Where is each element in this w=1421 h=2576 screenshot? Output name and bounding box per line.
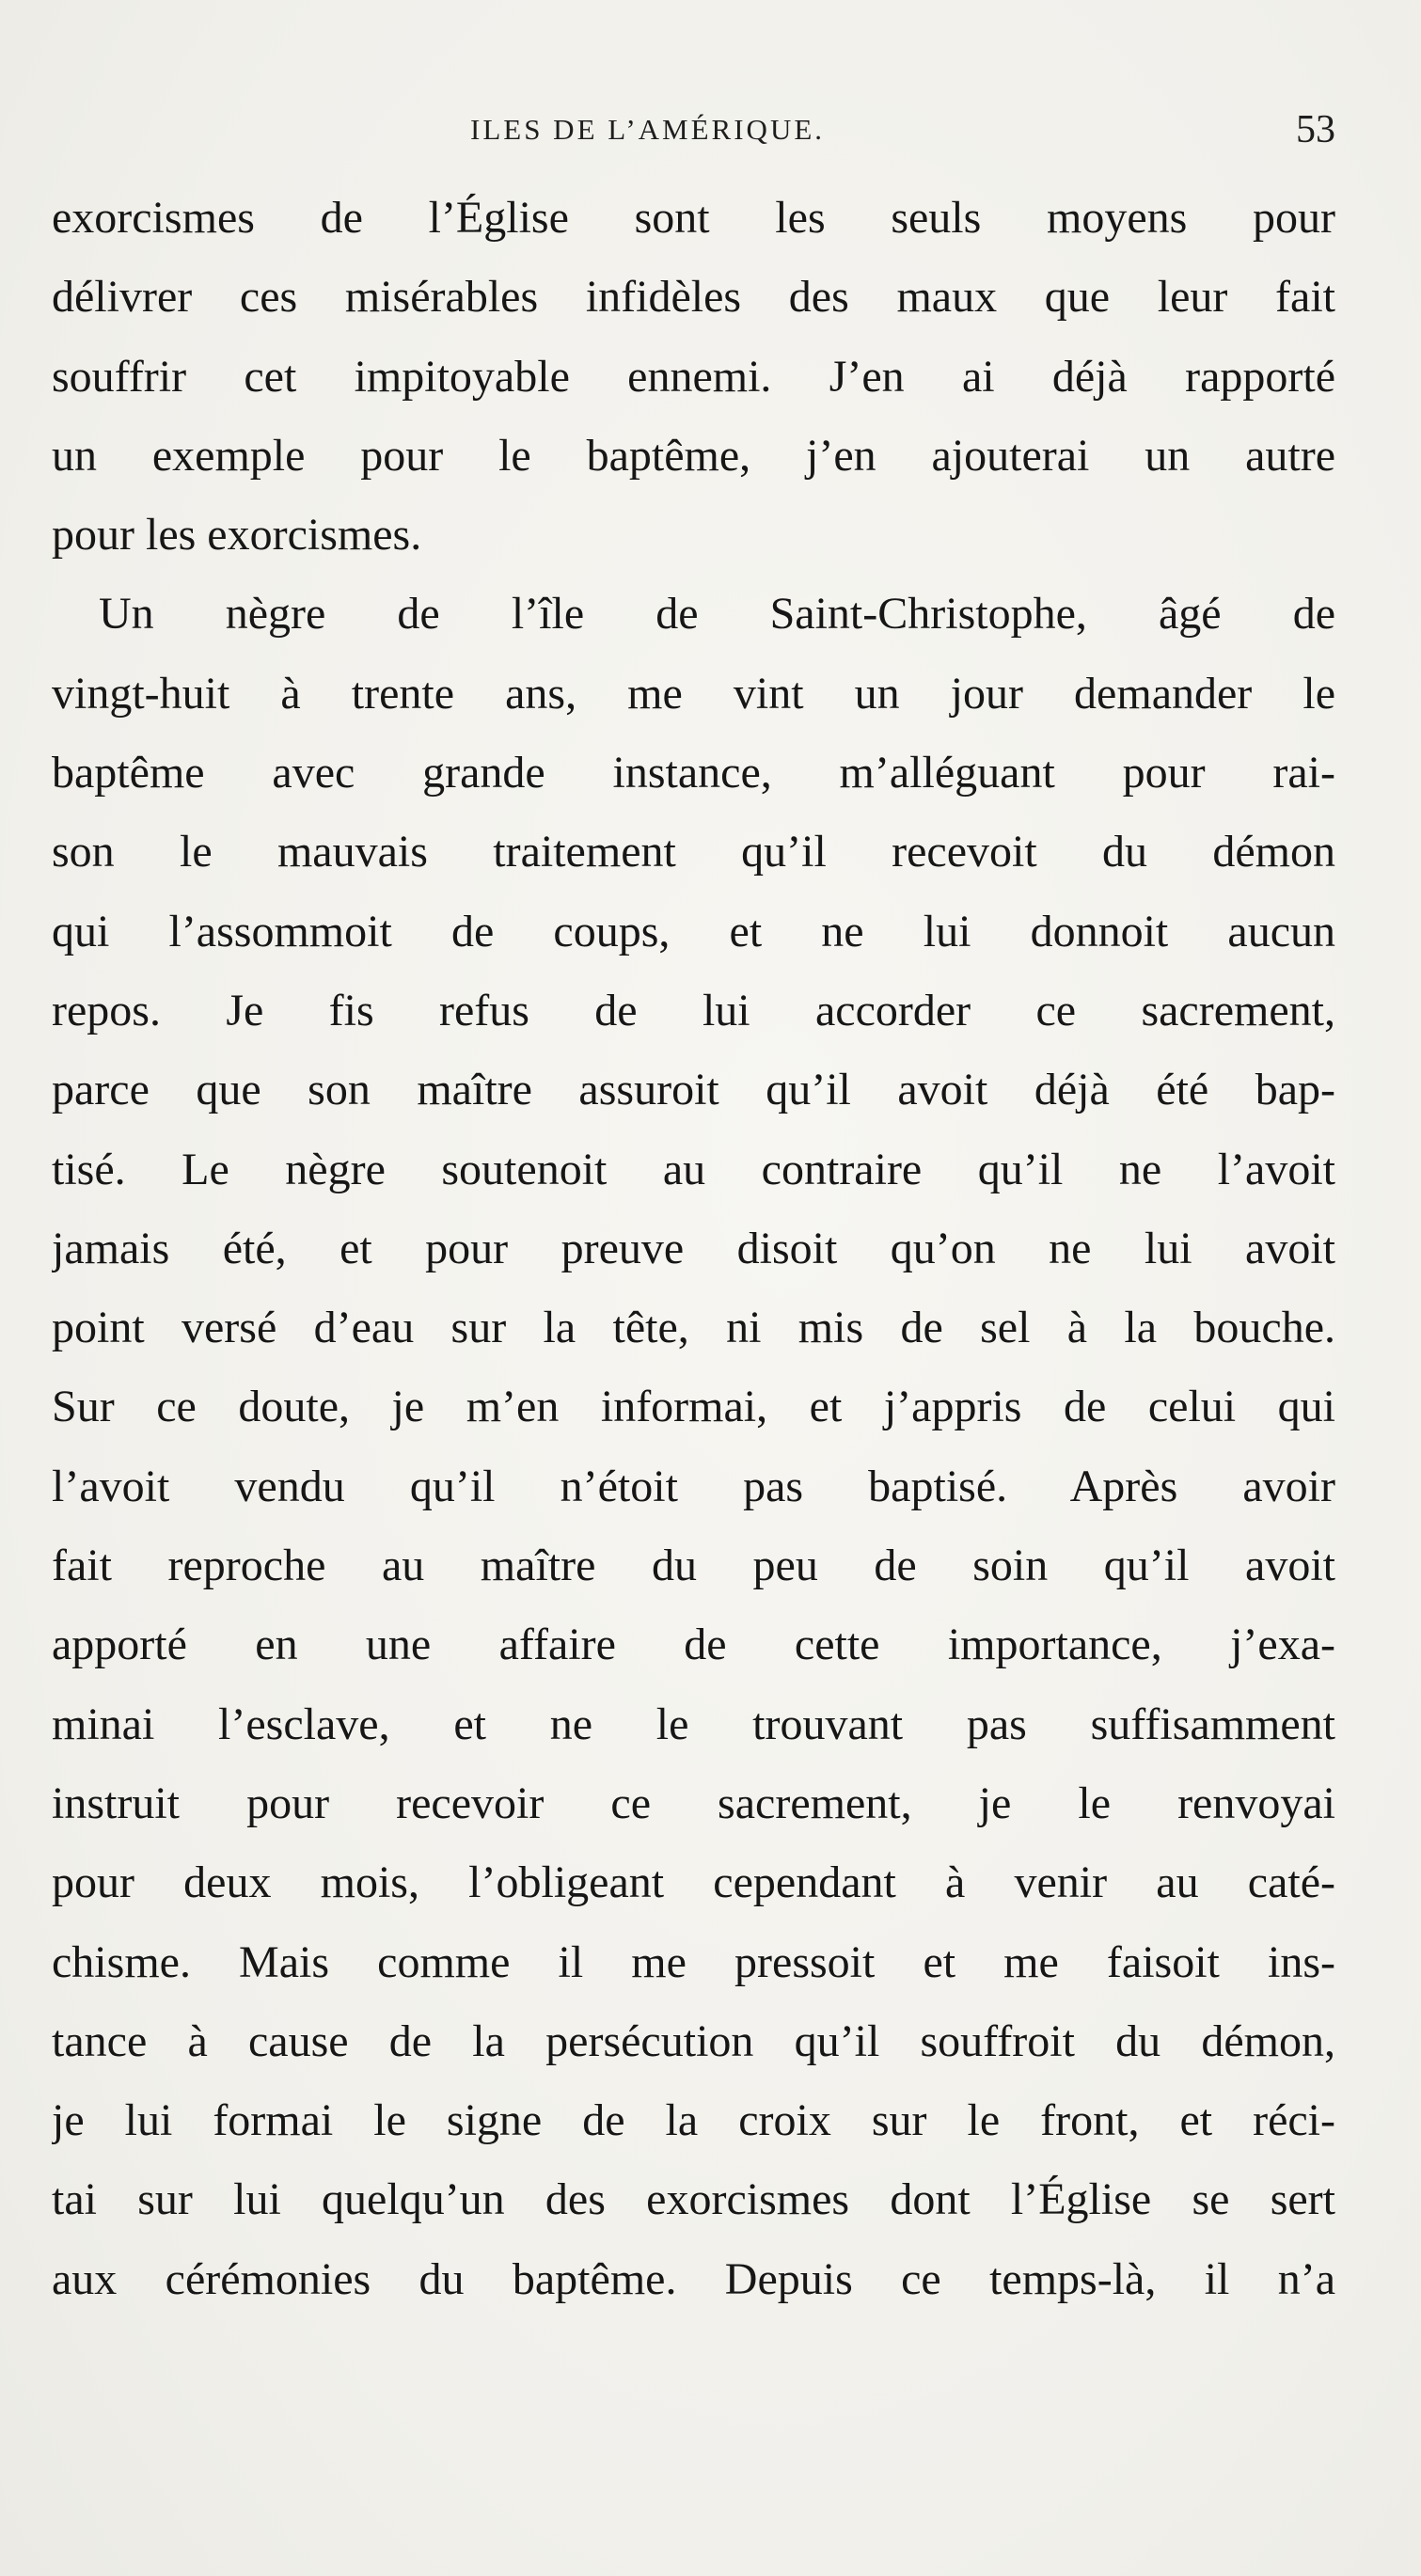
text-line: baptême avec grande instance, m’alléguant pour rai-: [52, 748, 1335, 798]
text-line: vingt-huit à trente ans, me vint un jour demander le: [52, 668, 1335, 719]
text-line: minai l’esclave, et ne le trouvant pas suffisamment: [52, 1699, 1335, 1749]
text-line: Un nègre de l’île de Saint-Christophe, âgé de: [99, 589, 1335, 640]
text-line: je lui formai le signe de la croix sur le front, et réci-: [52, 2095, 1335, 2146]
text-line: tai sur lui quelqu’un des exorcismes dont l’Église se sert: [52, 2174, 1335, 2225]
page-number: 53: [1296, 108, 1335, 151]
text-line: chisme. Mais comme il me pressoit et me faisoit ins-: [52, 1936, 1335, 1987]
text-line: exorcismes de l’Église sont les seuls moyens pour: [52, 193, 1335, 243]
text-line: point versé d’eau sur la tête, ni mis de sel à la bouche.: [52, 1303, 1335, 1353]
text-line: Sur ce doute, je m’en informai, et j’appris de celui qui: [52, 1382, 1335, 1432]
text-line: souffrir cet impitoyable ennemi. J’en ai déjà rapporté: [52, 351, 1335, 402]
text-line: tance à cause de la persécution qu’il souffroit du démon,: [52, 2015, 1335, 2066]
text-line: fait reproche au maître du peu de soin qu’il avoit: [52, 1541, 1335, 1591]
text-line: un exemple pour le baptême, j’en ajouterai un autre: [52, 430, 1335, 481]
text-line: pour les exorcismes.: [52, 510, 422, 561]
text-line: l’avoit vendu qu’il n’étoit pas baptisé. Après avoir: [52, 1461, 1335, 1511]
running-head: ILES DE L’AMÉRIQUE.: [470, 113, 826, 146]
body-text: [52, 179, 1335, 2319]
text-line: jamais été, et pour preuve disoit qu’on ne lui avoit: [52, 1223, 1335, 1273]
text-line: parce que son maître assuroit qu’il avoit déjà été bap-: [52, 1065, 1335, 1115]
text-line: instruit pour recevoir ce sacrement, je le renvoyai: [52, 1778, 1335, 1828]
text-line: tisé. Le nègre soutenoit au contraire qu’il ne l’avoit: [52, 1144, 1335, 1194]
text-line: délivrer ces misérables infidèles des maux que leur fait: [52, 272, 1335, 323]
text-line: repos. Je fis refus de lui accorder ce sacrement,: [52, 985, 1335, 1035]
text-line: pour deux mois, l’obligeant cependant à venir au caté-: [52, 1857, 1335, 1908]
text-line: qui l’assommoit de coups, et ne lui donnoit aucun: [52, 906, 1335, 956]
page-header: [470, 102, 1335, 158]
text-line: son le mauvais traitement qu’il recevoit du démon: [52, 827, 1335, 877]
text-line: apporté en une affaire de cette importance, j’exa-: [52, 1620, 1335, 1670]
text-line: aux cérémonies du baptême. Depuis ce temps-là, il n’a: [52, 2253, 1335, 2304]
